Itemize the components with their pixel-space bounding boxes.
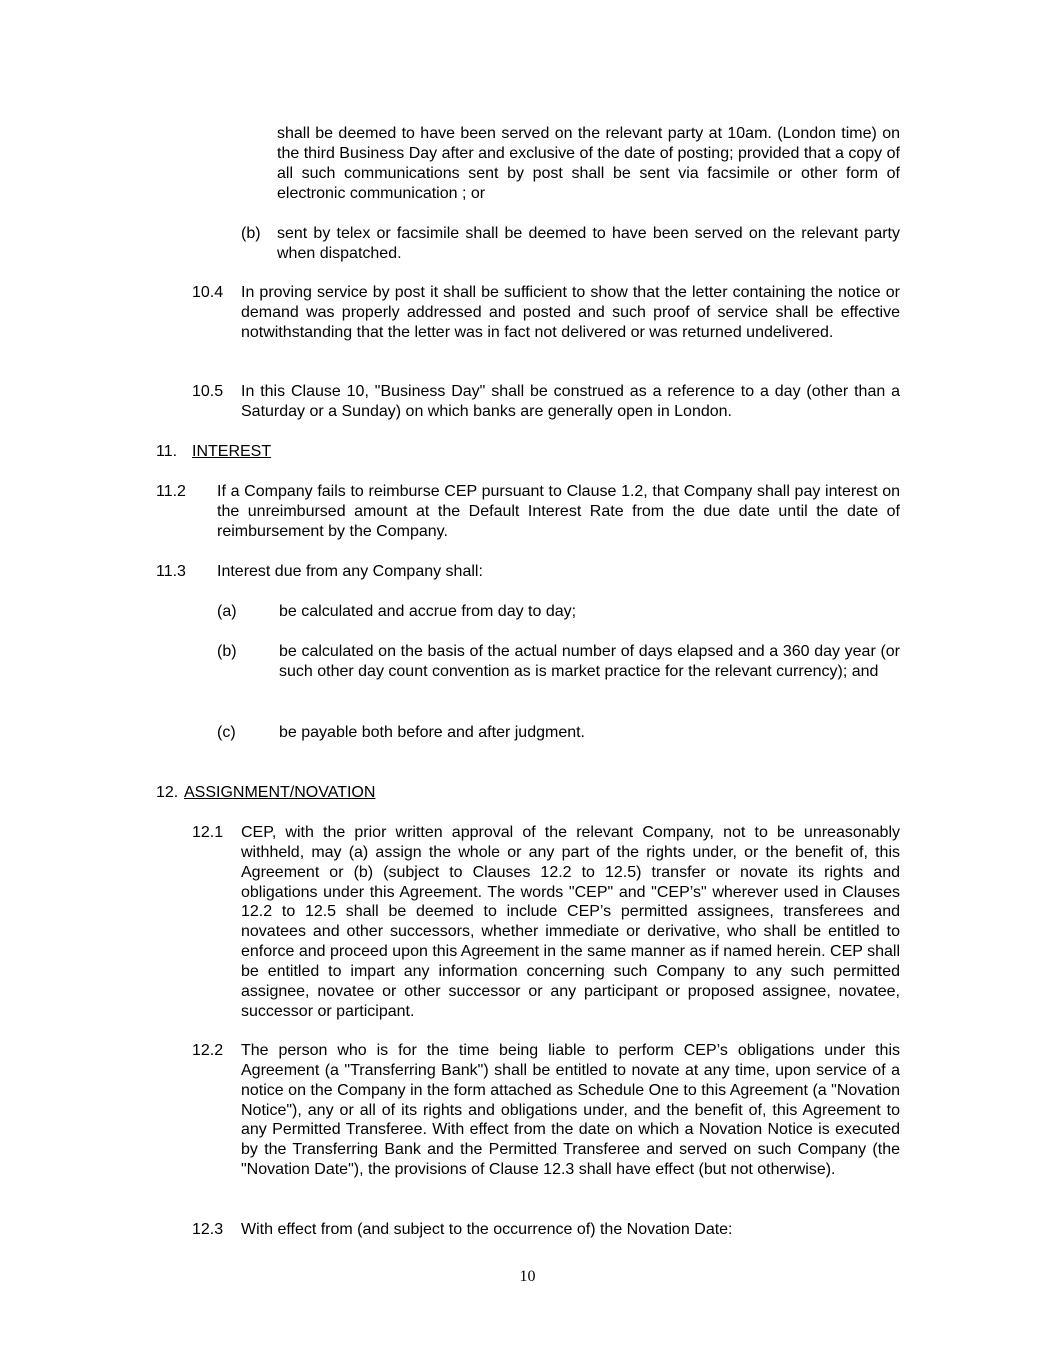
section-number-12: 12. <box>156 784 179 801</box>
item-label-b: (b) <box>217 643 237 660</box>
clause-text-11-3: Interest due from any Company shall: <box>217 563 483 580</box>
item-text-a: be calculated and accrue from day to day; <box>279 603 577 620</box>
clause-number-11-3: 11.3 <box>156 563 186 580</box>
clause-number-10-4: 10.4 <box>192 284 224 301</box>
section-number-11: 11. <box>156 443 178 460</box>
clause-number-11-2: 11.2 <box>156 483 186 500</box>
item-label-a: (a) <box>217 603 237 620</box>
paragraph-continuation: shall be deemed to have been served on the relevant party at 10am. (London time) on the third Business Day after and exclusive of the date of posting; provided that a copy of all such communications sent by post shall be sent via facsimile or other form of electronic communication ; or <box>277 125 900 202</box>
clause-text-12-1: CEP, with the prior written approval of the relevant Company, not to be unreasonably withheld, may (a) assign the whole or any part of the rights under, or the benefit of, this Agreement or (b) (subject to Clauses 12.2 to 12.5) transfer or novate its rights and obligations under this Agreement. The words "CEP" and "CEP’s" wherever used in Clauses 12.2 to 12.5 shall be deemed to include CEP’s permitted assignees, transferees and novatees and other successors, whether immediate or derivative, who shall be entitled to enforce and proceed upon this Agreement in the same manner as if named herein. CEP shall be entitled to impart any information concerning such Company to any such permitted assignee, novatee or other successor or any participant or proposed assignee, novatee, successor or participant. <box>241 824 900 1020</box>
clause-number-12-3: 12.3 <box>192 1221 224 1238</box>
clause-text-12-3: With effect from (and subject to the occurrence of) the Novation Date: <box>241 1221 733 1238</box>
item-text-c: be payable both before and after judgment. <box>279 724 585 741</box>
item-label-c: (c) <box>217 724 236 741</box>
clause-text-10-4: In proving service by post it shall be sufficient to show that the letter containing the notice or demand was properly addressed and posted and such proof of service shall be effective notwithstanding that the letter was in fact not delivered or was returned undelivered. <box>241 284 900 341</box>
clause-text-11-2: If a Company fails to reimburse CEP pursuant to Clause 1.2, that Company shall pay interest on the unreimbursed amount at the Default Interest Rate from the due date until the date of reimbursement by the Company. <box>217 483 900 540</box>
item-text-b: sent by telex or facsimile shall be deemed to have been served on the relevant party when dispatched. <box>277 225 900 262</box>
item-text-b: be calculated on the basis of the actual number of days elapsed and a 360 day year (or such other day count convention as is market practice for the relevant currency); and <box>279 643 900 680</box>
clause-text-10-5: In this Clause 10, "Business Day" shall be construed as a reference to a day (other than a Saturday or a Sunday) on which banks are generally open in London. <box>241 383 900 420</box>
clause-text-12-2: The person who is for the time being liable to perform CEP’s obligations under this Agreement (a "Transferring Bank") shall be entitled to novate at any time, upon service of a notice on the Company in the form attached as Schedule One to this Agreement (a "Novation Notice"), any or all of its rights and obligations under, and the benefit of, this Agreement to any Permitted Transferee. With effect from the date on which a Novation Notice is executed by the Transferring Bank and the Permitted Transferee and served on such Company (the "Novation Date"), the provisions of Clause 12.3 shall have effect (but not otherwise). <box>241 1042 900 1179</box>
section-heading-interest: INTEREST <box>192 443 272 460</box>
clause-number-12-2: 12.2 <box>192 1042 224 1059</box>
clause-number-10-5: 10.5 <box>192 383 224 400</box>
clause-number-12-1: 12.1 <box>192 824 224 841</box>
section-heading-assignment-novation: ASSIGNMENT/NOVATION <box>184 784 376 801</box>
page-number: 10 <box>519 1268 536 1285</box>
item-label-b: (b) <box>241 225 261 242</box>
